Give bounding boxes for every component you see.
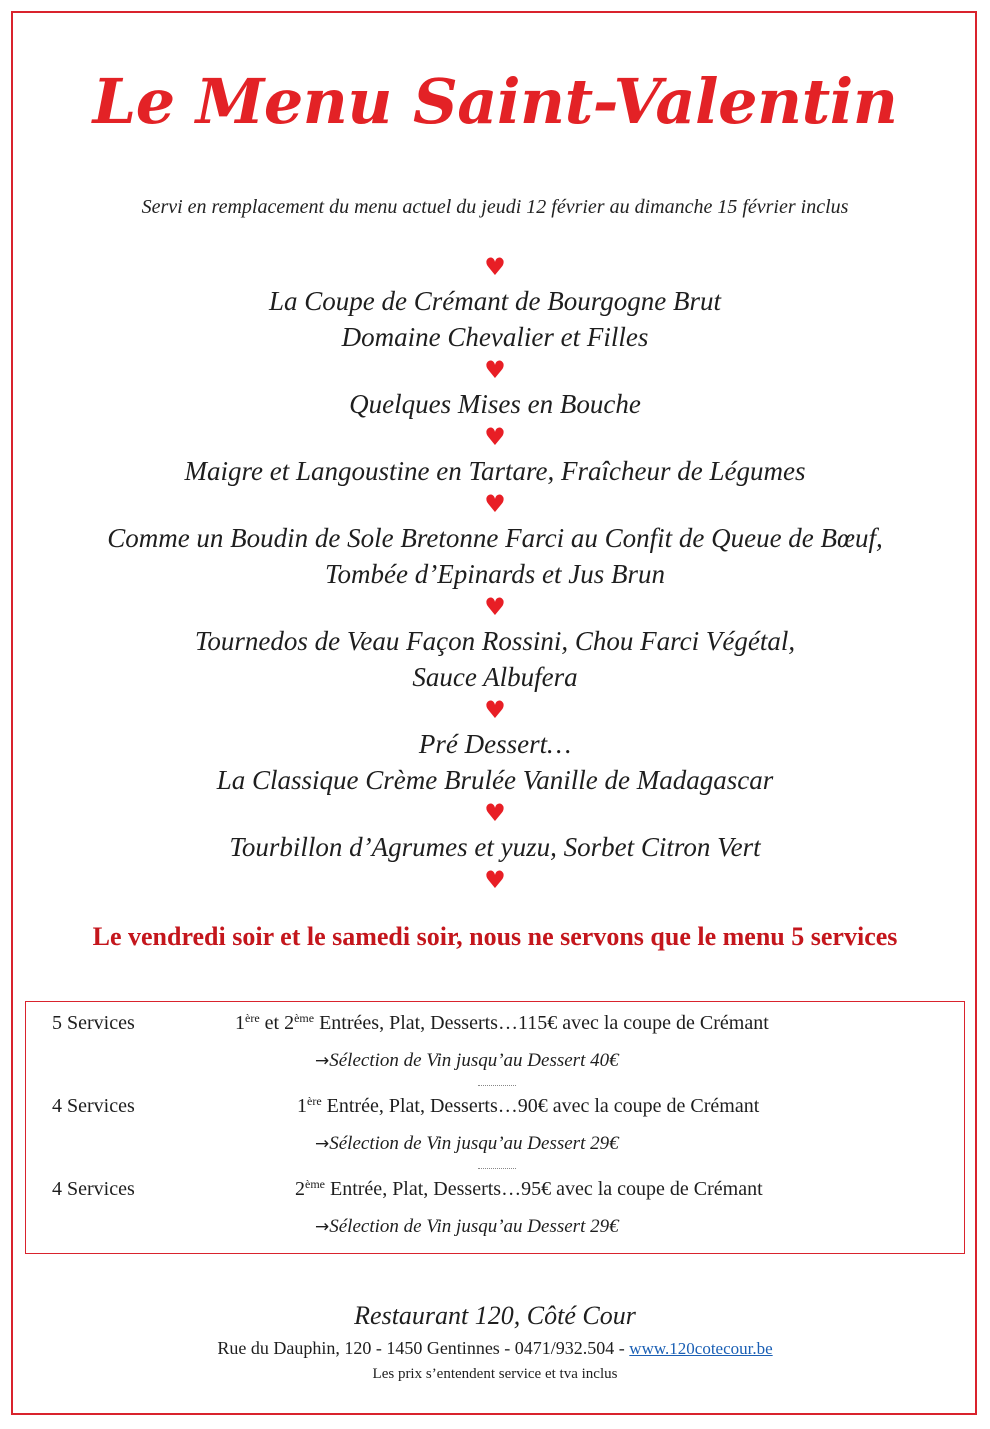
heart-icon: ♥ — [484, 253, 506, 281]
service-description: 1ère Entrée, Plat, Desserts…90€ avec la coupe de Crémant — [297, 1094, 760, 1117]
heart-icon: ♥ — [484, 799, 506, 827]
heart-icon: ♥ — [484, 696, 506, 724]
arrow-right-icon: → — [315, 1051, 330, 1071]
divider — [478, 1168, 516, 1172]
course-list — [0, 252, 990, 896]
course-item — [0, 726, 990, 798]
course-line: Comme un Boudin de Sole Bretonne Farci au Confit de Queue de Bœuf, — [107, 523, 883, 553]
course-item — [0, 623, 990, 695]
wine-pairing: →Sélection de Vin jusqu’au Dessert 40€ — [315, 1050, 619, 1071]
service-label: 5 Services — [52, 1012, 135, 1034]
service-notice: Le vendredi soir et le samedi soir, nous ne servons que le menu 5 services — [92, 922, 898, 951]
course-line: Pré Dessert… — [418, 729, 572, 759]
divider — [478, 1085, 516, 1089]
course-item — [0, 283, 990, 355]
course-line: La Classique Crème Brulée Vanille de Madagascar — [216, 765, 774, 795]
course-line: Quelques Mises en Bouche — [349, 389, 641, 419]
service-label: 4 Services — [52, 1178, 135, 1200]
wine-pairing: →Sélection de Vin jusqu’au Dessert 29€ — [315, 1216, 619, 1237]
wine-pairing: →Sélection de Vin jusqu’au Dessert 29€ — [315, 1133, 619, 1154]
course-line: Maigre et Langoustine en Tartare, Fraîcheur de Légumes — [184, 456, 806, 486]
website-link[interactable]: www.120cotecour.be — [629, 1339, 773, 1358]
course-line: Tournedos de Veau Façon Rossini, Chou Farci Végétal, — [194, 626, 796, 656]
arrow-right-icon: → — [315, 1134, 330, 1154]
heart-icon: ♥ — [484, 866, 506, 894]
course-item — [0, 453, 990, 489]
course-line: La Coupe de Crémant de Bourgogne Brut — [269, 286, 721, 316]
heart-icon: ♥ — [484, 423, 506, 451]
service-description: 1ère et 2ème Entrées, Plat, Desserts…115€ avec la coupe de Crémant — [235, 1011, 769, 1034]
menu-title: Le Menu Saint-Valentin — [92, 65, 898, 138]
course-item — [0, 829, 990, 865]
service-label: 4 Services — [52, 1095, 135, 1117]
price-table — [25, 1001, 965, 1254]
course-item — [0, 520, 990, 592]
heart-icon: ♥ — [484, 490, 506, 518]
course-line: Sauce Albufera — [412, 662, 578, 692]
heart-icon: ♥ — [484, 593, 506, 621]
restaurant-address: Rue du Dauphin, 120 - 1450 Gentinnes - 0471/932.504 - www.120cotecour.be — [217, 1338, 773, 1358]
course-item — [0, 386, 990, 422]
course-line: Domaine Chevalier et Filles — [341, 322, 649, 352]
arrow-right-icon: → — [315, 1217, 330, 1237]
menu-subtitle: Servi en remplacement du menu actuel du jeudi 12 février au dimanche 15 février inclus — [141, 196, 849, 218]
restaurant-name: Restaurant 120, Côté Cour — [354, 1301, 636, 1330]
heart-icon: ♥ — [484, 356, 506, 384]
course-line: Tombée d’Epinards et Jus Brun — [325, 559, 665, 589]
service-description: 2ème Entrée, Plat, Desserts…95€ avec la coupe de Crémant — [295, 1177, 763, 1200]
prices-note: Les prix s’entendent service et tva inclus — [372, 1366, 618, 1382]
course-line: Tourbillon d’Agrumes et yuzu, Sorbet Citron Vert — [229, 832, 761, 862]
